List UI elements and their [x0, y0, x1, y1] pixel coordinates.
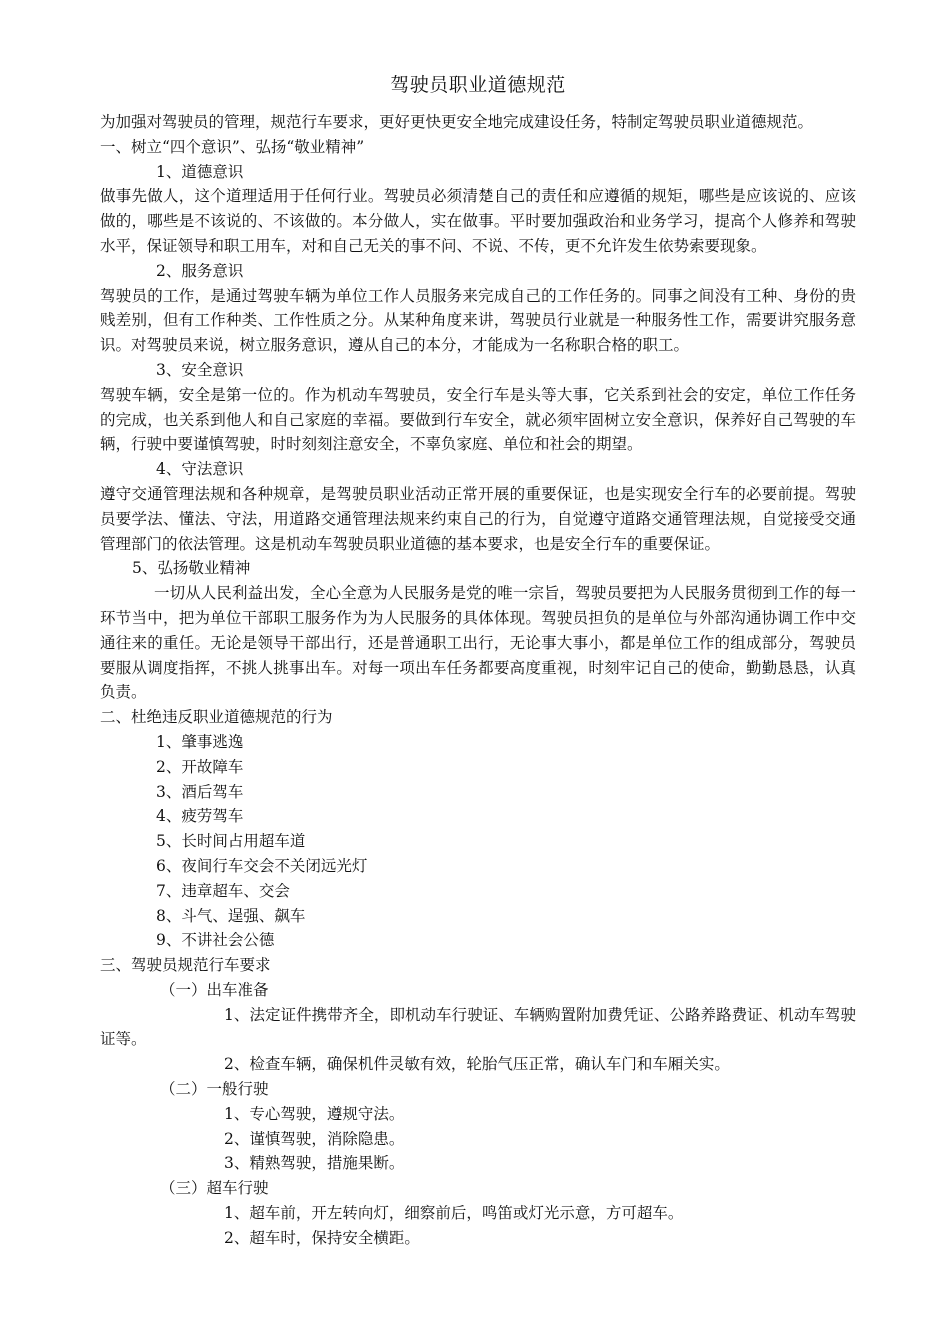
s2-list-item: 9、不讲社会公德: [156, 931, 275, 950]
s2-list-item: 8、斗气、逞强、飙车: [156, 906, 306, 925]
s1-item-5-body: 一切从人民利益出发，全心全意为人民服务是党的唯一宗旨，驾驶员要把为人民服务贯彻到工作的每一环节当中，把为单位干部职工服务作为为人民服务的具体体现。驾驶员担负的是单位与外部沟通协调工作中交通往来的重任。无论是领导干部出行，还是普通职工出行，无论事大事小，都是单位工作的组成部分，驾驶员要服从调度指挥，不挑人挑事出车。对每一项出车任务都要高度重视，时刻牢记自己的使命，勤勤恳恳，认真负责。: [100, 584, 856, 702]
s3-group-1-heading: （一）出车准备: [160, 980, 269, 999]
s3-group-3-item: 1、超车前，开左转向灯，细察前后，鸣笛或灯光示意，方可超车。: [224, 1204, 684, 1223]
s1-item-4-body: 遵守交通管理法规和各种规章，是驾驶员职业活动正常开展的重要保证，也是实现安全行车的必要前提。驾驶员要学法、懂法、守法，用道路交通管理法规来约束自己的行为，自觉遵守道路交通管理法规，自觉接受交通管理部门的依法管理。这是机动车驾驶员职业道德的基本要求，也是安全行车的重要保证。: [100, 484, 856, 553]
s2-list-item: 4、疲劳驾车: [156, 807, 244, 826]
s3-group-1-item: 1、法定证件携带齐全，即机动车行驶证、车辆购置附加费凭证、公路养路费证、机动车驾驶证等。: [100, 1005, 856, 1049]
page-title: 驾驶员职业道德规范: [390, 74, 566, 96]
s1-item-4-heading: 4、守法意识: [156, 460, 244, 479]
s2-list-item: 2、开故障车: [156, 757, 244, 776]
s3-group-2-item: 1、专心驾驶，遵规守法。: [224, 1104, 405, 1123]
s2-list-item: 5、长时间占用超车道: [156, 832, 306, 851]
intro-paragraph: 为加强对驾驶员的管理，规范行车要求，更好更快更安全地完成建设任务，特制定驾驶员职业道德规范。: [100, 113, 814, 131]
s2-list-item: 1、肇事逃逸: [156, 732, 244, 751]
s3-group-2-item: 2、谨慎驾驶，消除隐患。: [224, 1129, 405, 1148]
s1-item-3-heading: 3、安全意识: [156, 360, 244, 379]
s1-item-1-body: 做事先做人，这个道理适用于任何行业。驾驶员必须清楚自己的责任和应遵循的规矩，哪些是应该说的、应该做的，哪些是不该说的、不该做的。本分做人，实在做事。平时要加强政治和业务学习，提高个人修养和驾驶水平，保证领导和职工用车，对和自己无关的事不问、不说、不传，更不允许发生依势索要现象。: [100, 187, 856, 255]
s2-list-item: 3、酒后驾车: [156, 782, 244, 801]
s3-group-3-heading: （三）超车行驶: [160, 1179, 269, 1198]
s2-list-item: 6、夜间行车交会不关闭远光灯: [156, 856, 368, 875]
s2-list-item: 7、违章超车、交会: [156, 881, 290, 900]
s1-item-2-heading: 2、服务意识: [156, 261, 244, 280]
s3-group-2-item: 3、精熟驾驶，措施果断。: [224, 1154, 405, 1173]
document-page: [100, 68, 856, 1251]
section-2-heading: 二、杜绝违反职业道德规范的行为: [100, 708, 333, 727]
s1-item-1-heading: 1、道德意识: [156, 162, 244, 181]
s1-item-2-body: 驾驶员的工作，是通过驾驶车辆为单位工作人员服务来完成自己的工作任务的。同事之间没有工种、身份的贵贱差别，但有工作种类、工作性质之分。从某种角度来讲，驾驶员行业就是一种服务性工作，需要讲究服务意识。对驾驶员来说，树立服务意识，遵从自己的本分，才能成为一名称职合格的职工。: [100, 286, 856, 355]
s3-group-1-item: 2、检查车辆，确保机件灵敏有效，轮胎气压正常，确认车门和车厢关实。: [224, 1055, 730, 1074]
s1-item-5-heading: 5、弘扬敬业精神: [132, 559, 251, 578]
s1-item-3-body: 驾驶车辆，安全是第一位的。作为机动车驾驶员，安全行车是头等大事，它关系到社会的安定，单位工作任务的完成，也关系到他人和自己家庭的幸福。要做到行车安全，就必须牢固树立安全意识，保养好自己驾驶的车辆，行驶中要谨慎驾驶，时时刻刻注意安全，不辜负家庭、单位和社会的期望。: [100, 385, 856, 454]
section-1-heading: 一、树立“四个意识”、弘扬“敬业精神”: [100, 137, 365, 156]
section-3-heading: 三、驾驶员规范行车要求: [100, 956, 271, 975]
s3-group-2-heading: （二）一般行驶: [160, 1080, 269, 1099]
s3-group-3-item: 2、超车时，保持安全横距。: [224, 1228, 420, 1247]
